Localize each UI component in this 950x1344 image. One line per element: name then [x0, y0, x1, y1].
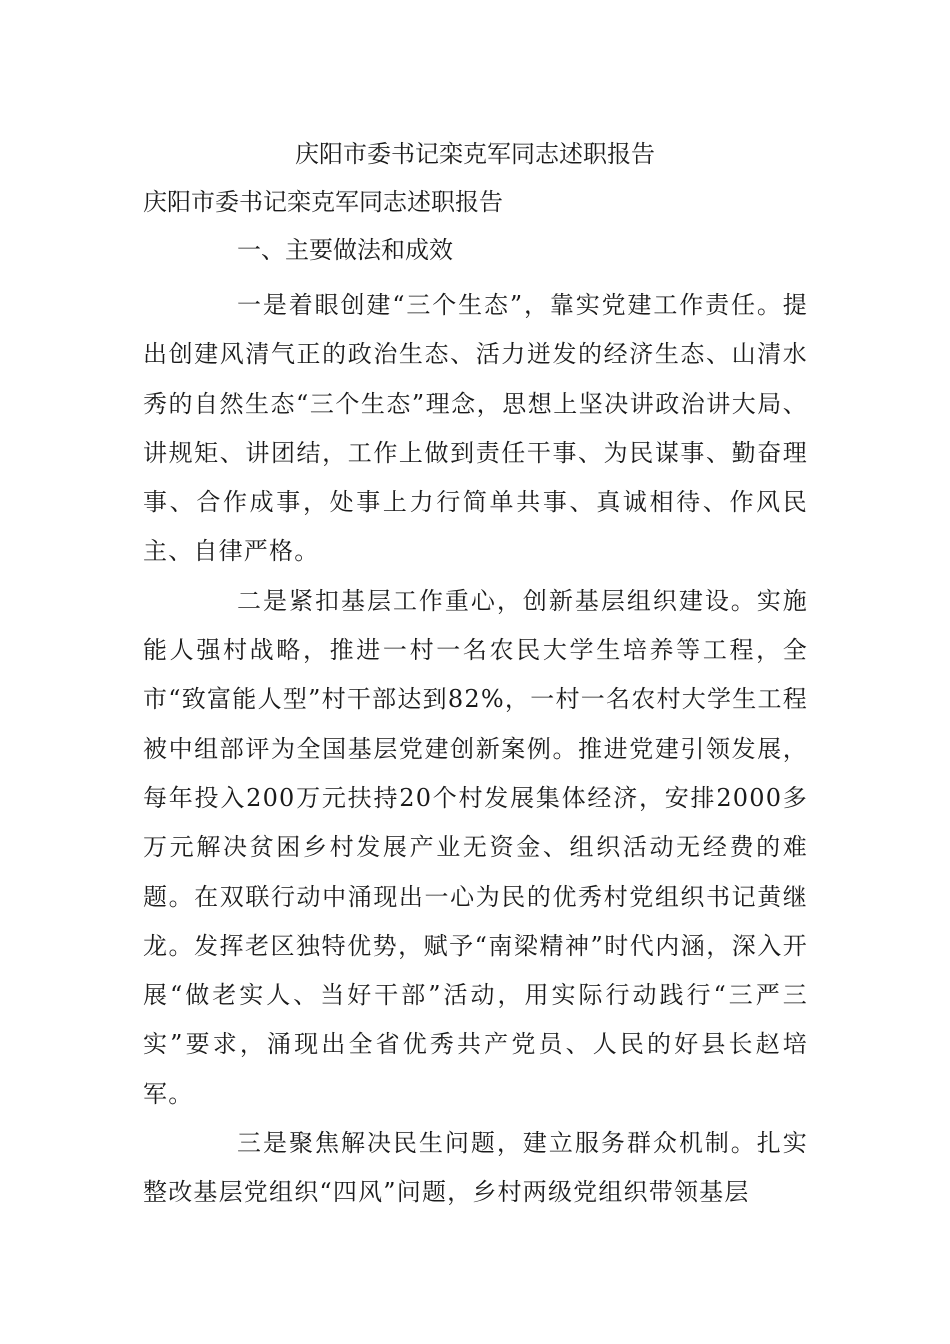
paragraph-3: 三是聚焦解决民生问题，建立服务群众机制。扎实整改基层党组织“四风”问题，乡村两级党组织带领基层 — [143, 1129, 808, 1207]
document-subtitle: 庆阳市委书记栾克军同志述职报告 — [143, 188, 503, 216]
paragraph-2: 二是紧扣基层工作重心，创新基层组织建设。实施能人强村战略，推进一村一名农民大学生培养等工程，全市“致富能人型”村干部达到82%，一村一名农村大学生工程被中组部评为全国基层党建创新案例。推进党建引领发展，每年投入200万元扶持20个村发展集体经济，安排2000多万元解决贫困乡村发展产业无资金、组织活动无经费的难题。在双联行动中涌现出一心为民的优秀村党组织书记黄继龙。发挥老区独特优势，赋予“南梁精神”时代内涵，深入开展“做老实人、当好干部”活动，用实际行动践行“三严三实”要求，涌现出全省优秀共产党员、人民的好县长赵培军。 — [143, 586, 808, 1108]
body-text — [143, 281, 808, 1218]
paragraph-1: 一是着眼创建“三个生态”，靠实党建工作责任。提出创建风清气正的政治生态、活力迸发的经济生态、山清水秀的自然生态“三个生态”理念，思想上坚决讲政治讲大局、讲规矩、讲团结，工作上做到责任干事、为民谋事、勤奋理事、合作成事，处事上力行简单共事、真诚相待、作风民主、自律严格。 — [143, 291, 808, 566]
document-title: 庆阳市委书记栾克军同志述职报告 — [295, 140, 655, 168]
section-heading: 一、主要做法和成效 — [237, 236, 453, 264]
